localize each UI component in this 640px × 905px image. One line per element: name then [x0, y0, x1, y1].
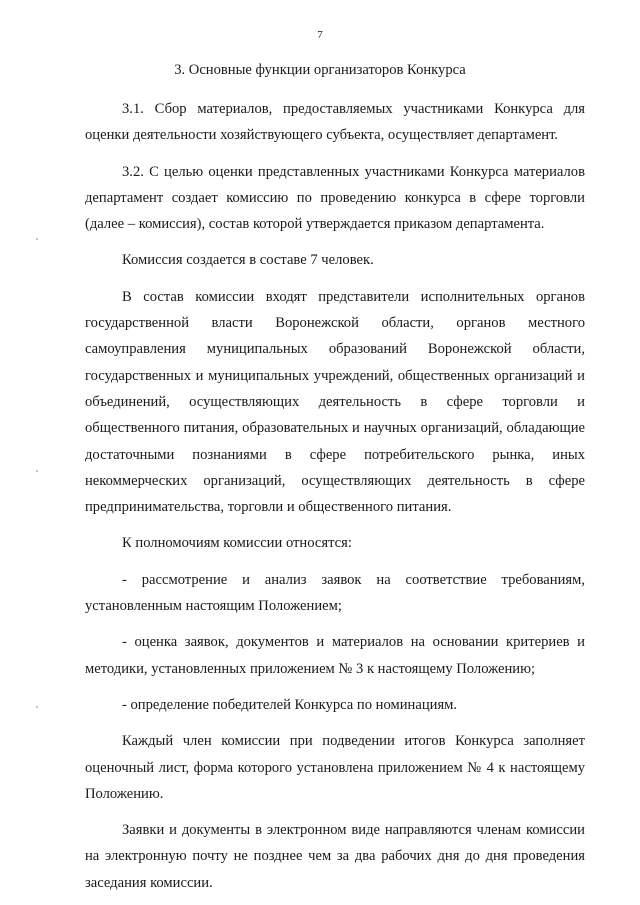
section-heading: 3. Основные функции организаторов Конкурса	[174, 62, 466, 78]
scan-mark	[36, 238, 38, 240]
list-item-review: - рассмотрение и анализ заявок на соответствие требованиям, установленным настоящим Положением;	[85, 571, 585, 615]
list-item-evaluation: - оценка заявок, документов и материалов на основании критериев и методики, установленных приложением № 3 к настоящему Положению;	[85, 634, 585, 677]
paragraph-3-1: 3.1. Сбор материалов, предоставляемых участниками Конкурса для оценки деятельности хозяйствующего субъекта, осуществляет департамент.	[85, 101, 585, 144]
paragraph-commission-members: В состав комиссии входят представители исполнительных органов государственной власти Воронежской области, органов местного самоуправления муниципальных образований Воронежской области, государственных и муниципальных учреждений, общественных организаций и объединений, осуществляющих деятельность в сфере торговли и общественного питания, образовательных и научных организаций, обладающие достаточными познаниями в сфере потребительского рынка, иных некоммерческих организаций, осуществляющих деятельность в сфере предпринимательства, торговли и общественного питания.	[85, 288, 585, 516]
scan-mark	[36, 470, 38, 472]
scan-mark	[36, 706, 38, 708]
list-item-winners: - определение победителей Конкурса по номинациям.	[122, 696, 458, 713]
paragraph-3-2: 3.2. С целью оценки представленных участниками Конкурса материалов департамент создает комиссию по проведению конкурса в сфере торговли (далее – комиссия), состав которой утверждается приказом департамента.	[85, 163, 585, 233]
paragraph-commission-size: Комиссия создается в составе 7 человек.	[122, 252, 374, 269]
section-body	[85, 96, 585, 896]
paragraph-electronic-delivery: Заявки и документы в электронном виде направляются членам комиссии на электронную почту не позднее чем за два рабочих дня до дня проведения заседания комиссии.	[85, 822, 585, 891]
paragraph-powers-intro: К полномочиям комиссии относятся:	[122, 535, 352, 552]
page-number: 7	[317, 29, 323, 41]
paragraph-evaluation-sheet: Каждый член комиссии при подведении итогов Конкурса заполняет оценочный лист, форма которого установлена приложением № 4 к настоящему Положению.	[85, 733, 585, 802]
